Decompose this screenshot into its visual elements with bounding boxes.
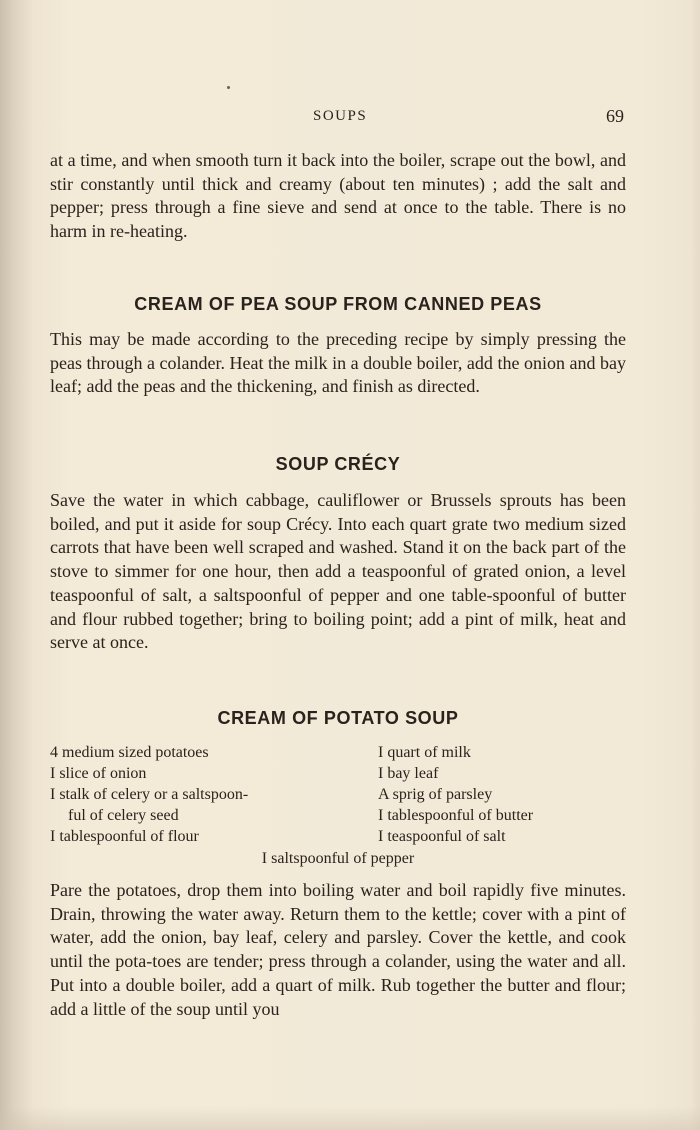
intro-paragraph: at a time, and when smooth turn it back into the boiler, scrape out the bowl, and stir constantly until thick and creamy (about ten minutes) ; add the salt and pepper; press through a fine sieve and send at once to the table. There is no harm in re-heating. (50, 150, 626, 242)
ingredient-item: A sprig of parsley (378, 786, 493, 803)
soup-crecy-paragraph: Save the water in which cabbage, cauliflower or Brussels sprouts has been boiled, and put it aside for soup Crécy. Into each quart grate two medium sized carrots that have been well scraped and washed. Stand it on the back part of the stove to simmer for one hour, then add a teaspoonful of grated onion, a level teaspoonful of salt, a saltspoonful of pepper and one table-spoonful of butter and flour rubbed together; bring to boiling point; add a pint of milk, heat and serve at once. (50, 490, 626, 653)
ingredients-left-list (50, 742, 248, 847)
ingredient-item: I teaspoonful of salt (378, 828, 506, 845)
ingredient-item: I slice of onion (50, 765, 147, 782)
ink-speck (227, 86, 230, 89)
ingredient-center: I saltspoonful of pepper (261, 850, 415, 867)
ingredient-item: ful of celery seed (68, 807, 179, 824)
potato-soup-paragraph: Pare the potatoes, drop them into boiling water and boil rapidly five minutes. Drain, throwing the water away. Return them to the kettle; cover with a pint of water, add the onion, bay leaf, celery and parsley. Cover the kettle, and cook until the pota-toes are tender; press through a colander, using the water and all. Put into a double boiler, add a quart of milk. Rub together the butter and flour; add a little of the soup until you (50, 880, 626, 1019)
ingredients-right-list (378, 742, 533, 847)
ingredient-item: I stalk of celery or a saltspoon- (50, 786, 249, 803)
page-number: 69 (606, 106, 624, 126)
running-header (0, 106, 700, 130)
running-title: SOUPS (313, 108, 368, 124)
ingredient-item: 4 medium sized potatoes (50, 744, 209, 761)
ingredient-item: I quart of milk (378, 744, 471, 761)
ingredient-item: I tablespoonful of flour (50, 828, 199, 845)
section-heading-potato-soup: CREAM OF POTATO SOUP (217, 708, 459, 728)
ingredient-item: I bay leaf (378, 765, 439, 782)
section-heading-soup-crecy: SOUP CRÉCY (275, 454, 401, 474)
section-heading-pea-soup: CREAM OF PEA SOUP FROM CANNED PEAS (134, 294, 542, 314)
pea-soup-paragraph: This may be made according to the preceding recipe by simply pressing the peas through a colander. Heat the milk in a double boiler, add the onion and bay leaf; add the peas and the thickening, and finish as directed. (50, 329, 626, 397)
ingredient-item: I tablespoonful of butter (378, 807, 534, 824)
